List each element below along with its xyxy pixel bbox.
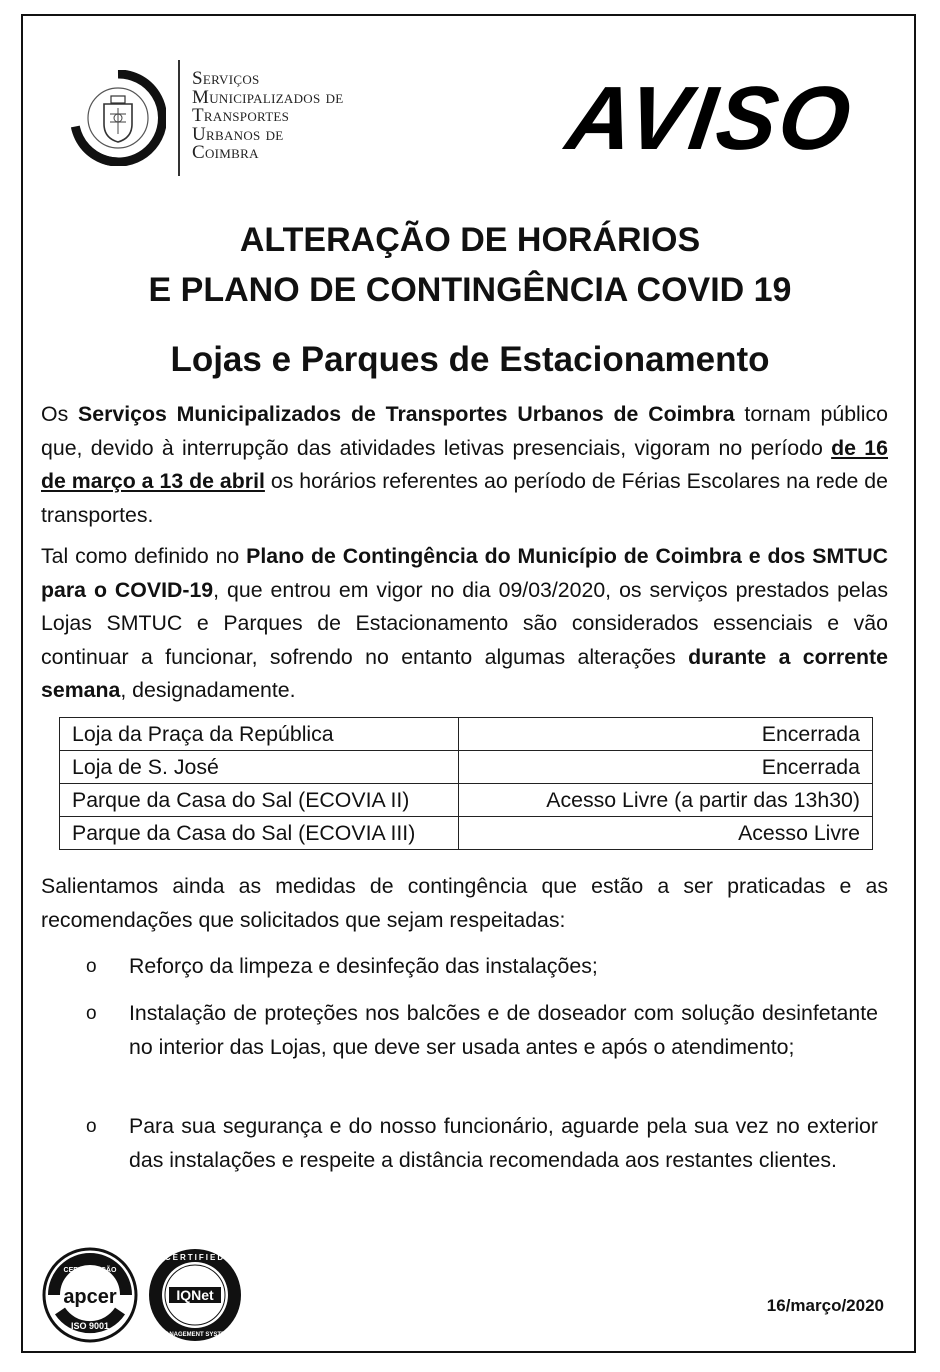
store-status: Encerrada <box>459 751 873 784</box>
table-row <box>60 817 873 850</box>
table-row <box>60 784 873 817</box>
stores-status-table <box>59 717 873 850</box>
measures-intro-paragraph: Salientamos ainda as medidas de contingência que estão a ser praticadas e as recomendações que solicitados que sejam respeitadas: <box>41 874 888 932</box>
svg-text:apcer: apcer <box>63 1286 117 1308</box>
svg-text:CERTIFICAÇÃO: CERTIFICAÇÃO <box>63 1267 117 1274</box>
svg-text:ISO 9001: ISO 9001 <box>70 1321 110 1331</box>
bullet-circle-icon: o <box>86 1116 97 1137</box>
notice-label: AVISO <box>560 69 859 169</box>
store-status: Acesso Livre <box>459 817 873 850</box>
period-highlight: de 16 de março a 13 de abril <box>41 435 888 493</box>
header-divider <box>178 60 180 176</box>
organization-name: Serviços Municipalizados de Transportes Urbanos de Coimbra <box>192 68 344 163</box>
bullet-circle-icon: o <box>86 1003 97 1024</box>
page-subtitle: Lojas e Parques de Estacionamento <box>170 340 770 379</box>
bullet-circle-icon: o <box>86 956 97 977</box>
table-row <box>60 751 873 784</box>
svg-text:MANAGEMENT SYSTEM: MANAGEMENT SYSTEM <box>159 1332 231 1338</box>
apcer-iso9001-certification-logo <box>40 1245 140 1345</box>
store-name: Loja da Praça da República <box>60 718 459 751</box>
page-title-line2: E PLANO DE CONTINGÊNCIA COVID 19 <box>148 271 792 309</box>
table-row <box>60 718 873 751</box>
intro-paragraph: Os Serviços Municipalizados de Transportes Urbanos de Coimbra tornam público que, devido à interrupção das atividades letivas presenciais, vigoram no período de 16 de março a 13 de abril os horários referentes ao período de Férias Escolares na rede de transportes. <box>41 402 888 527</box>
store-status: Encerrada <box>459 718 873 751</box>
coimbra-coat-of-arms-logo <box>70 70 166 166</box>
svg-text:CERTIFIED: CERTIFIED <box>164 1253 226 1262</box>
iqnet-certification-logo <box>145 1245 245 1345</box>
svg-text:IQNet: IQNet <box>176 1287 214 1303</box>
store-status: Acesso Livre (a partir das 13h30) <box>459 784 873 817</box>
notice-date: 16/março/2020 <box>766 1296 884 1315</box>
page-title-line1: ALTERAÇÃO DE HORÁRIOS <box>239 221 701 259</box>
store-name: Parque da Casa do Sal (ECOVIA II) <box>60 784 459 817</box>
store-name: Parque da Casa do Sal (ECOVIA III) <box>60 817 459 850</box>
store-name: Loja de S. José <box>60 751 459 784</box>
contingency-paragraph: Tal como definido no Plano de Contingência do Município de Coimbra e dos SMTUC para o COVID-19, que entrou em vigor no dia 09/03/2020, os serviços prestados pelas Lojas SMTUC e Parques de Estacionamento são considerados essenciais e vão continuar a funcionar, sofrendo no entanto algumas alterações durante a corrente semana, designadamente. <box>41 544 888 702</box>
